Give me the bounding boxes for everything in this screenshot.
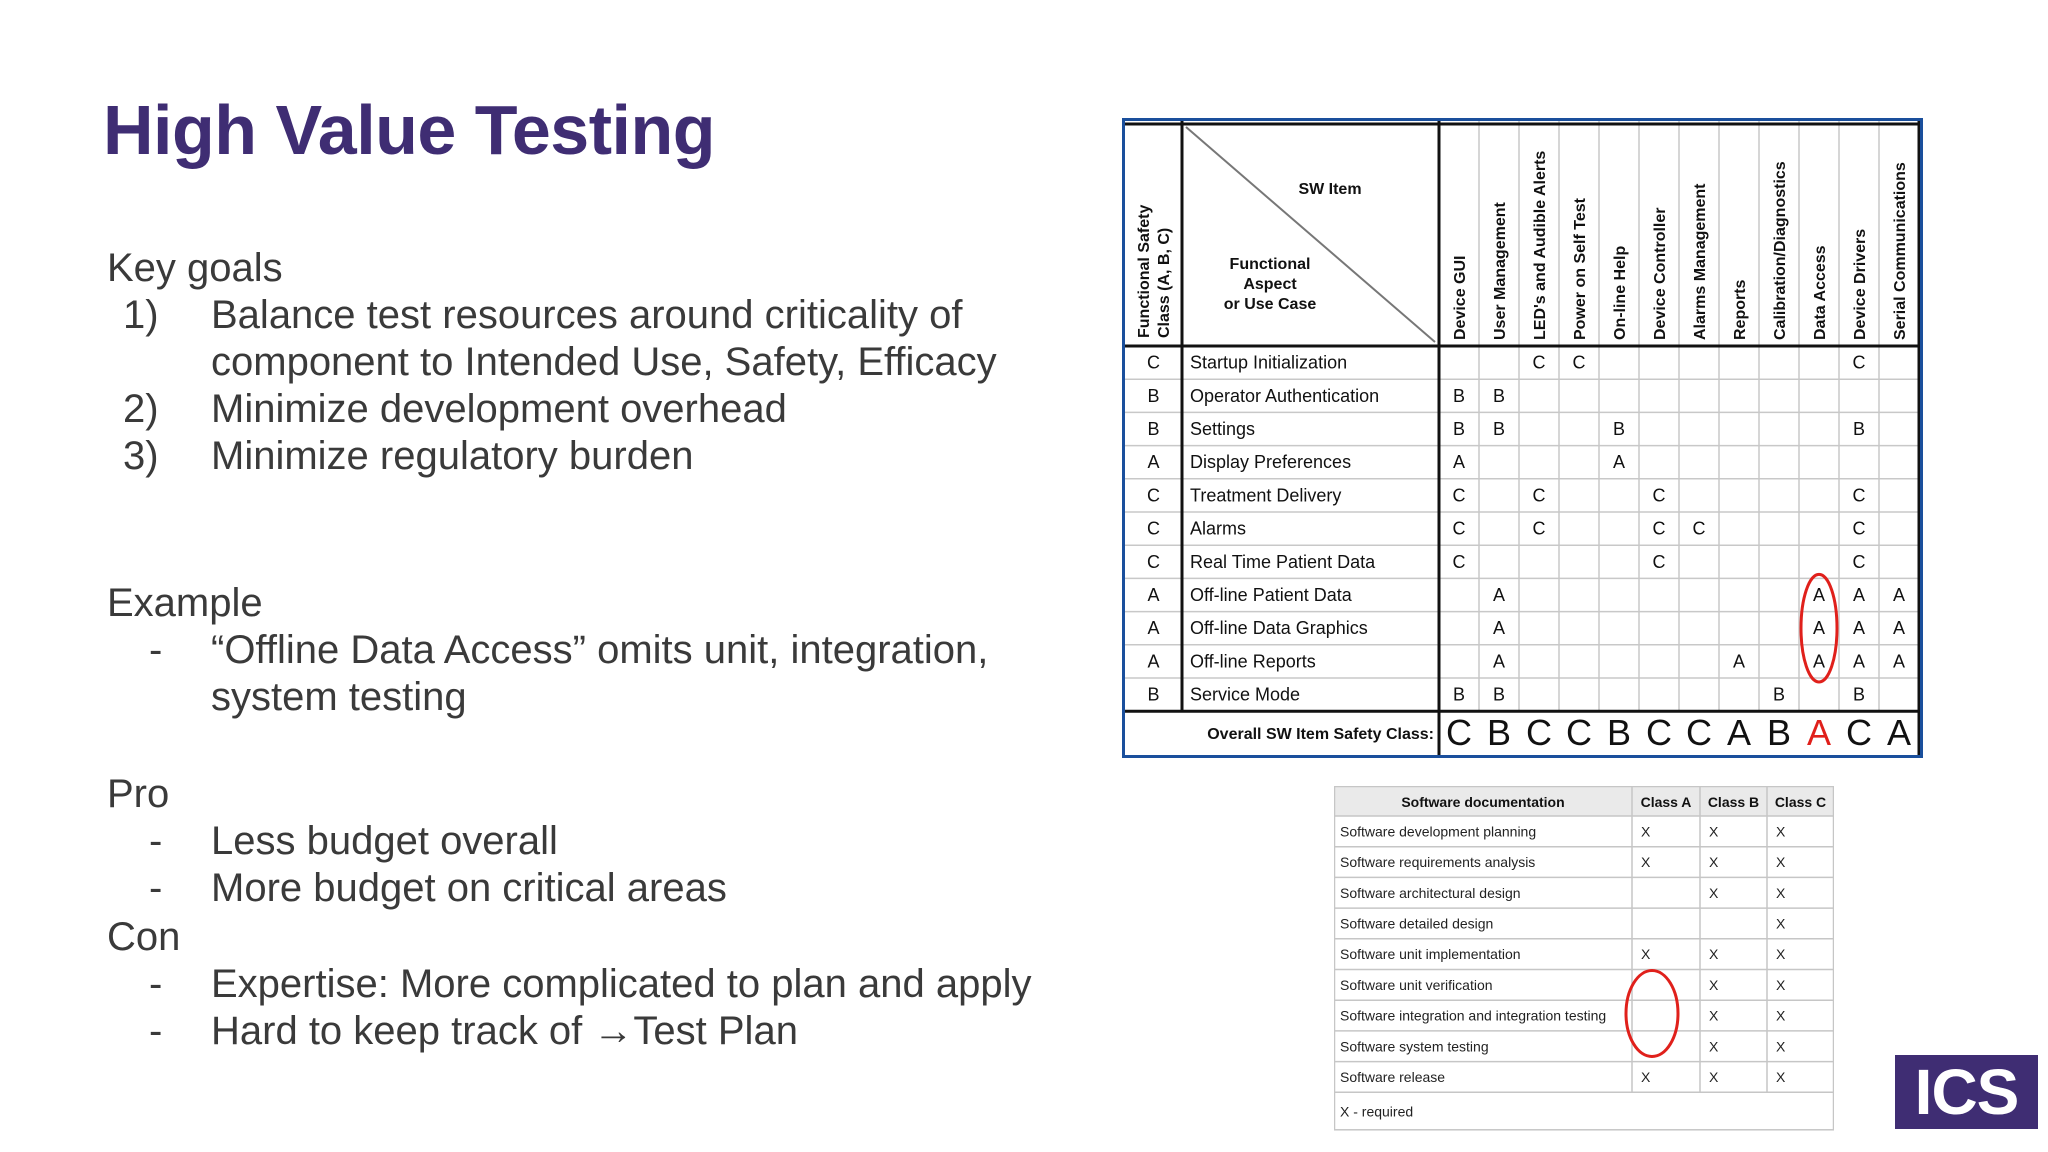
matrix-cell: B xyxy=(1852,684,1866,705)
list-item-text: “Offline Data Access” omits unit, integration, xyxy=(211,628,989,672)
list-item-text: More budget on critical areas xyxy=(211,866,727,910)
table-cell: X xyxy=(1776,976,1786,993)
table-cell: X xyxy=(1776,884,1786,901)
logo-text: ICS xyxy=(1914,1056,2019,1128)
list-item-line xyxy=(107,386,997,433)
software-documentation-table xyxy=(1334,786,1834,1131)
matrix-cell: B xyxy=(1612,419,1626,439)
row-name-cell: Service Mode xyxy=(1190,684,1301,705)
matrix-cell: C xyxy=(1652,518,1666,539)
table-cell: X xyxy=(1776,854,1786,871)
matrix-cell: A xyxy=(1612,452,1626,473)
overall-class-cell: A xyxy=(1726,712,1752,754)
table-cell: X xyxy=(1641,823,1651,840)
column-header: LED's and Audible Alerts xyxy=(1532,150,1549,340)
matrix-cell: C xyxy=(1532,352,1546,373)
row-class-cell: C xyxy=(1147,352,1160,373)
matrix-cell: B xyxy=(1492,385,1506,406)
ics-logo xyxy=(1895,1055,2038,1129)
overall-class-cell: C xyxy=(1646,712,1672,754)
column-header: Power on Self Test xyxy=(1572,198,1589,340)
table-row-name: Software system testing xyxy=(1340,1038,1489,1055)
table-header-cell: Class B xyxy=(1707,794,1760,810)
key-goals-section xyxy=(107,245,997,480)
corner-label-aspect: or Use Case xyxy=(1223,296,1317,313)
matrix-cell: A xyxy=(1852,651,1866,672)
row-name-cell: Settings xyxy=(1190,419,1256,439)
matrix-cell: A xyxy=(1732,651,1746,672)
table-cell: X xyxy=(1709,976,1719,993)
list-item-text: Hard to keep track of →Test Plan xyxy=(211,1009,798,1053)
column-header: Reports xyxy=(1732,279,1749,340)
section-heading: Example xyxy=(107,581,263,625)
table-cell: X xyxy=(1641,1068,1651,1085)
matrix-cell: B xyxy=(1452,385,1466,406)
matrix-cell: A xyxy=(1812,651,1826,672)
table-cell: X xyxy=(1709,1007,1719,1024)
row-class-cell: C xyxy=(1147,518,1160,539)
column-header: Calibration/Diagnostics xyxy=(1772,161,1789,340)
matrix-cell: C xyxy=(1852,518,1866,539)
table-row-name: Software development planning xyxy=(1340,823,1537,840)
column-header: User Management xyxy=(1492,202,1509,340)
table-row-name: Software architectural design xyxy=(1340,884,1521,901)
matrix-cell: A xyxy=(1812,585,1826,605)
corner-label-class: Class (A, B, C) xyxy=(1156,227,1173,338)
overall-class-cell: B xyxy=(1606,712,1632,754)
table-row-name: Software release xyxy=(1340,1068,1446,1085)
row-class-cell: B xyxy=(1147,419,1160,439)
table-footer: X - required xyxy=(1340,1103,1414,1120)
table-row-name: Software unit implementation xyxy=(1340,946,1521,963)
column-header: On-line Help xyxy=(1612,245,1629,340)
table-cell: X xyxy=(1776,915,1786,932)
table-cell: X xyxy=(1709,946,1719,963)
row-class-cell: A xyxy=(1147,618,1160,639)
table-cell: X xyxy=(1776,823,1786,840)
slide-title: High Value Testing xyxy=(103,91,716,169)
list-item-text: Minimize development overhead xyxy=(211,387,787,431)
table-cell: X xyxy=(1709,1068,1719,1085)
row-name-cell: Treatment Delivery xyxy=(1190,485,1342,506)
safety-class-matrix xyxy=(1122,118,1923,758)
row-name-cell: Real Time Patient Data xyxy=(1190,551,1376,572)
list-number: 1) xyxy=(123,293,159,337)
overall-class-cell: A xyxy=(1886,712,1912,754)
pro-section xyxy=(107,771,727,912)
row-class-cell: C xyxy=(1147,485,1160,506)
matrix-cell: B xyxy=(1492,419,1506,439)
list-item-line xyxy=(107,292,997,339)
list-dash: - xyxy=(149,866,163,910)
matrix-cell: C xyxy=(1852,551,1866,572)
table-row-name: Software integration and integration testing xyxy=(1340,1007,1607,1024)
list-number: 2) xyxy=(123,387,159,431)
list-dash: - xyxy=(149,1009,163,1053)
row-name-cell: Startup Initialization xyxy=(1190,352,1348,373)
matrix-cell: B xyxy=(1772,684,1786,705)
table-header-cell: Class C xyxy=(1774,794,1827,810)
table-cell: X xyxy=(1776,1068,1786,1085)
matrix-cell: A xyxy=(1892,651,1906,672)
column-header: Serial Communications xyxy=(1892,162,1909,340)
matrix-cell: C xyxy=(1852,352,1866,373)
matrix-cell: C xyxy=(1452,551,1466,572)
table-cell: X xyxy=(1709,854,1719,871)
corner-label-aspect: Aspect xyxy=(1243,276,1297,293)
list-item-line xyxy=(107,961,1031,1008)
list-item-text: system testing xyxy=(211,675,467,719)
matrix-cell: B xyxy=(1852,419,1866,439)
overall-class-cell: C xyxy=(1526,712,1552,754)
matrix-cell: C xyxy=(1652,551,1666,572)
column-header: Alarms Management xyxy=(1692,183,1709,340)
matrix-cell: A xyxy=(1852,618,1866,639)
con-section xyxy=(107,914,1031,1055)
matrix-cell: C xyxy=(1692,518,1706,539)
example-section xyxy=(107,580,988,721)
table-cell: X xyxy=(1641,854,1651,871)
matrix-cell: A xyxy=(1492,651,1506,672)
table-cell: X xyxy=(1776,1007,1786,1024)
table-header-cell: Software documentation xyxy=(1401,794,1565,810)
list-dash: - xyxy=(149,962,163,1006)
overall-label: Overall SW Item Safety Class: xyxy=(1207,726,1434,744)
section-heading: Pro xyxy=(107,772,170,816)
matrix-cell: A xyxy=(1892,618,1906,639)
corner-label-class: Functional Safety xyxy=(1136,204,1153,338)
matrix-cell: A xyxy=(1892,585,1906,605)
table-row-name: Software detailed design xyxy=(1340,915,1494,932)
matrix-cell: C xyxy=(1532,518,1546,539)
row-class-cell: B xyxy=(1147,684,1160,705)
list-number: 3) xyxy=(123,434,159,478)
table-row-name: Software unit verification xyxy=(1340,976,1493,993)
row-name-cell: Alarms xyxy=(1190,518,1247,539)
row-class-cell: A xyxy=(1147,651,1160,672)
matrix-cell: C xyxy=(1452,485,1466,506)
row-name-cell: Operator Authentication xyxy=(1190,385,1380,406)
overall-class-cell: C xyxy=(1686,712,1712,754)
corner-label-sw-item: SW Item xyxy=(1298,181,1362,198)
list-dash: - xyxy=(149,819,163,863)
overall-class-cell: C xyxy=(1446,712,1472,754)
column-header: Data Access xyxy=(1812,245,1829,340)
list-item-line xyxy=(107,627,988,674)
matrix-cell: C xyxy=(1652,485,1666,506)
list-item-line xyxy=(107,339,997,386)
row-name-cell: Display Preferences xyxy=(1190,452,1352,473)
list-item-line xyxy=(107,674,988,721)
matrix-cell: A xyxy=(1452,452,1466,473)
matrix-cell: C xyxy=(1452,518,1466,539)
overall-class-cell: C xyxy=(1846,712,1872,754)
matrix-cell: A xyxy=(1812,618,1826,639)
table-header-cell: Class A xyxy=(1640,794,1692,810)
list-item-line xyxy=(107,433,997,480)
row-class-cell: B xyxy=(1147,385,1160,406)
list-item-text: component to Intended Use, Safety, Efficacy xyxy=(211,340,997,384)
matrix-cell: C xyxy=(1572,352,1586,373)
table-cell: X xyxy=(1709,884,1719,901)
column-header: Device GUI xyxy=(1452,255,1469,340)
list-item-text: Balance test resources around criticality of xyxy=(211,293,963,337)
section-heading: Con xyxy=(107,915,181,959)
matrix-cell: A xyxy=(1852,585,1866,605)
row-class-cell: C xyxy=(1147,551,1160,572)
matrix-cell: A xyxy=(1492,585,1506,605)
overall-class-cell: A xyxy=(1806,712,1832,754)
overall-class-cell: B xyxy=(1766,712,1792,754)
row-name-cell: Off-line Reports xyxy=(1190,651,1316,672)
list-item-text: Minimize regulatory burden xyxy=(211,434,694,478)
list-dash: - xyxy=(149,628,163,672)
column-header: Device Drivers xyxy=(1852,228,1869,340)
list-item-line xyxy=(107,818,727,865)
table-cell: X xyxy=(1709,823,1719,840)
matrix-cell: B xyxy=(1452,419,1466,439)
overall-class-cell: B xyxy=(1486,712,1512,754)
table-cell: X xyxy=(1776,946,1786,963)
table-row-name: Software requirements analysis xyxy=(1340,854,1536,871)
list-item-text: Expertise: More complicated to plan and apply xyxy=(211,962,1032,1006)
matrix-cell: A xyxy=(1492,618,1506,639)
matrix-cell: C xyxy=(1852,485,1866,506)
list-item-line xyxy=(107,865,727,912)
row-class-cell: A xyxy=(1147,585,1160,605)
row-name-cell: Off-line Patient Data xyxy=(1190,585,1352,605)
table-cell: X xyxy=(1776,1038,1786,1055)
highlight-circle xyxy=(1626,971,1678,1057)
column-header: Device Controller xyxy=(1652,207,1669,340)
row-name-cell: Off-line Data Graphics xyxy=(1190,618,1368,639)
matrix-cell: B xyxy=(1452,684,1466,705)
matrix-cell: C xyxy=(1532,485,1546,506)
overall-class-cell: C xyxy=(1566,712,1592,754)
list-item-text: Less budget overall xyxy=(211,819,558,863)
list-item-line xyxy=(107,1008,1031,1055)
table-cell: X xyxy=(1641,946,1651,963)
row-class-cell: A xyxy=(1147,452,1160,473)
matrix-cell: B xyxy=(1492,684,1506,705)
section-heading: Key goals xyxy=(107,246,283,290)
corner-label-aspect: Functional xyxy=(1229,256,1311,273)
table-cell: X xyxy=(1709,1038,1719,1055)
